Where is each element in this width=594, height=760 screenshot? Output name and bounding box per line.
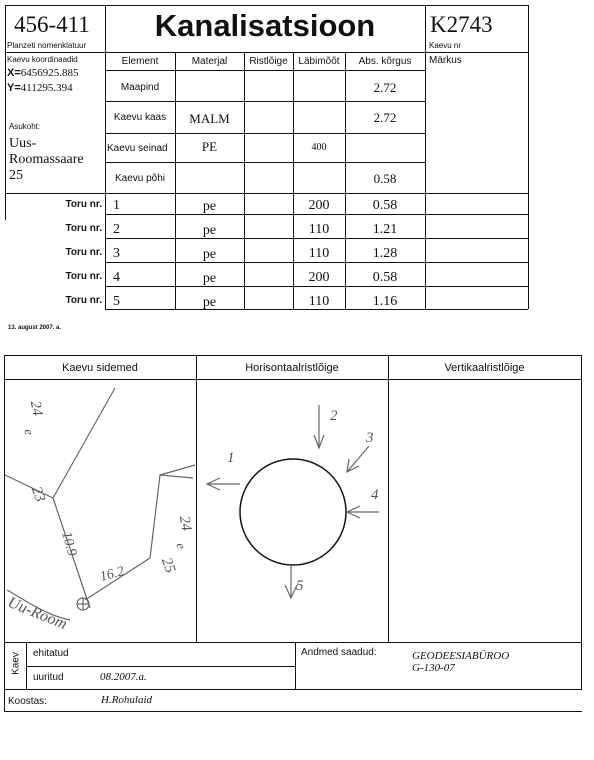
left-outer-border xyxy=(5,5,6,220)
sketch-label-25: 25 xyxy=(157,555,179,576)
pipe-label-5: 5 xyxy=(296,578,304,594)
pipe-line xyxy=(347,446,369,472)
row-materjal: PE xyxy=(201,139,218,154)
col-header-element: Element xyxy=(121,56,159,67)
well-circle xyxy=(240,459,346,565)
table-header-divider xyxy=(105,70,425,71)
ehitatud-label: ehitatud xyxy=(33,648,69,659)
toru-labimoot: 200 xyxy=(308,198,330,213)
x-label: X= xyxy=(7,67,21,79)
toru-abs: 1.21 xyxy=(372,222,398,237)
toru-abs: 1.28 xyxy=(372,246,398,261)
sketch-right-border xyxy=(581,355,582,689)
toru-materjal: pe xyxy=(202,223,217,238)
toru-line-4 xyxy=(105,286,528,287)
row-abs: 2.72 xyxy=(373,80,397,95)
sketch-top-border xyxy=(4,355,582,356)
pipe-label-4: 4 xyxy=(371,487,379,503)
col-header-labimoot: Läbimõõt xyxy=(298,56,340,67)
sketch-bottom-border xyxy=(4,642,582,643)
col-header-abs-korgus: Abs. kõrgus xyxy=(358,56,412,67)
asukoht-value-line3: 25 xyxy=(9,168,23,183)
horisontaal-sketch xyxy=(197,380,388,642)
page-title: Kanalisatsioon xyxy=(154,8,376,43)
kaev-label: Kaev xyxy=(10,652,22,675)
sketch-label-16-2: 16.2 xyxy=(98,564,126,585)
col-header-materjal: Materjal xyxy=(191,56,228,67)
sketch-label-street: Uu-Room xyxy=(5,594,70,634)
uuritud-label: uuritud xyxy=(33,672,64,683)
row-element: Kaevu seinad xyxy=(107,143,168,154)
row-labimoot: 400 xyxy=(311,142,327,153)
toru-line-2 xyxy=(105,238,528,239)
asukoht-value-line1: Uus- xyxy=(9,136,37,151)
toru-label: Toru nr. xyxy=(65,199,102,210)
footer-bottom-border xyxy=(4,689,582,690)
header-divider-2 xyxy=(425,5,426,309)
row-materjal: MALM xyxy=(189,111,230,126)
pipe-label-3: 3 xyxy=(366,430,374,446)
boundary-line xyxy=(160,465,195,475)
coords-label: Kaevu koordinaadid xyxy=(7,55,78,64)
toru-label: Toru nr. xyxy=(65,295,102,306)
row-element: Kaevu kaas xyxy=(113,112,167,123)
toru-labimoot: 110 xyxy=(308,222,330,237)
toru-nr: 3 xyxy=(113,246,120,261)
toru-abs: 0.58 xyxy=(372,270,398,285)
andmed-value-1: GEODEESIABÜROO xyxy=(412,650,510,662)
row-abs: 2.72 xyxy=(373,110,397,125)
y-value: 411295.394 xyxy=(20,82,73,94)
pipe-label-1: 1 xyxy=(227,450,235,466)
right-outer-border xyxy=(528,5,529,309)
toru-materjal: pe xyxy=(202,199,217,214)
koostas-label: Koostas: xyxy=(8,696,47,707)
row-line-3 xyxy=(105,162,425,163)
koostas-bottom-border xyxy=(4,711,582,712)
sketch-label-unit: e xyxy=(21,427,38,437)
sketch-label-24b: 24 xyxy=(175,514,195,533)
sketch-label-unit: e xyxy=(173,541,190,551)
x-value: 6456925.885 xyxy=(20,67,79,79)
row-line-4 xyxy=(5,193,528,194)
section-title-horisontaal: Horisontaalristlõige xyxy=(245,362,339,374)
toru-materjal: pe xyxy=(202,271,217,286)
andmed-label: Andmed saadud: xyxy=(301,647,377,658)
toru-label: Toru nr. xyxy=(65,223,102,234)
uuritud-value: 08.2007.a. xyxy=(100,671,147,683)
col-header-markus: Märkus xyxy=(429,55,462,66)
toru-materjal: pe xyxy=(202,295,217,310)
toru-materjal: pe xyxy=(202,247,217,262)
col-header-ristloige: Ristlõige xyxy=(249,56,288,67)
row-abs: 0.58 xyxy=(373,171,397,186)
asukoht-label: Asukoht: xyxy=(9,122,41,131)
pipe-label-2: 2 xyxy=(330,408,338,424)
kaevu-nr-value: K2743 xyxy=(430,12,493,37)
andmed-value-2: G-130-07 xyxy=(412,662,455,674)
header-bottom-border xyxy=(5,52,528,53)
toru-abs: 0.58 xyxy=(372,198,398,213)
table-col-line-2 xyxy=(244,52,245,309)
toru-labimoot: 200 xyxy=(308,270,330,285)
row-element: Kaevu põhi xyxy=(114,173,166,184)
toru-line-1 xyxy=(105,214,528,215)
footer-row-divider xyxy=(26,666,295,667)
toru-labimoot: 110 xyxy=(308,246,330,261)
row-line-2 xyxy=(105,133,425,134)
kaevu-nr-label: Kaevu nr xyxy=(429,41,462,50)
row-element: Maapind xyxy=(120,82,160,93)
section-title-vertikaal: Vertikaalristlõige xyxy=(444,362,525,374)
toru-abs: 1.16 xyxy=(372,294,398,309)
nomenklatuur-label: Planzeti nomenklatuur xyxy=(7,41,87,50)
toru-nr: 1 xyxy=(113,198,120,213)
sketch-label-10-9: 10.9 xyxy=(58,530,80,558)
header-top-border xyxy=(5,5,528,6)
y-label: Y= xyxy=(7,82,21,94)
koostas-value: H.Rohulaid xyxy=(101,694,153,706)
toru-labimoot: 110 xyxy=(308,294,330,309)
sketch-divider-2 xyxy=(388,355,389,642)
asukoht-value-line2: Roomassaare xyxy=(9,152,84,167)
toru-label: Toru nr. xyxy=(65,247,102,258)
sketch-label-23: 23 xyxy=(27,484,49,505)
andmed-divider xyxy=(295,642,296,689)
row-line-1 xyxy=(105,101,425,102)
toru-nr: 4 xyxy=(113,270,120,285)
section-title-sidemed: Kaevu sidemed xyxy=(62,362,138,374)
toru-nr: 5 xyxy=(113,294,120,309)
sketch-label-24: 24 xyxy=(26,399,46,418)
toru-line-3 xyxy=(105,262,528,263)
toru-nr: 2 xyxy=(113,222,120,237)
date-note: 13. august 2007. a. xyxy=(8,325,62,331)
toru-label: Toru nr. xyxy=(65,271,102,282)
nomenklatuur-value: 456-411 xyxy=(14,12,90,37)
